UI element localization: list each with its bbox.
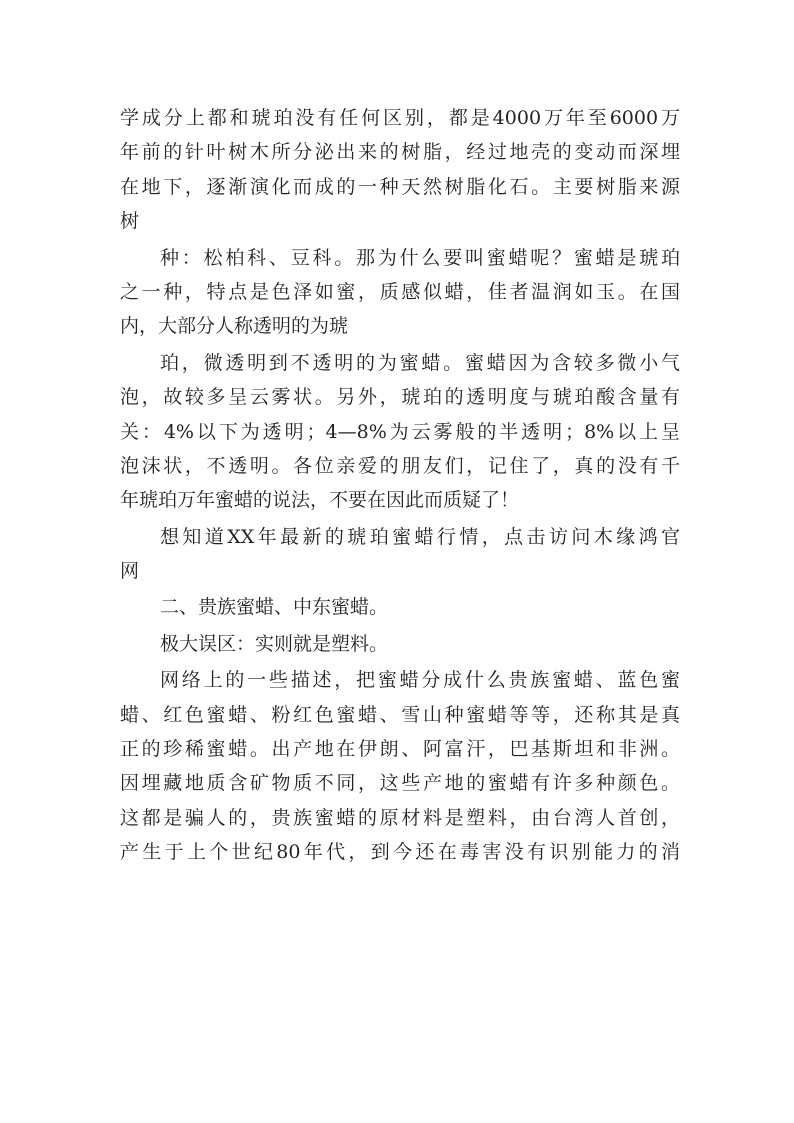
text-line-22: 产生于上个世纪80年代，到今还在毒害没有识别能力的消 — [120, 841, 680, 864]
text-line-6: 之一种，特点是色泽如蜜，质感似蜡，佳者温润如玉。在国 — [120, 280, 680, 303]
text-line-14: 网 — [120, 560, 140, 583]
body-text — [120, 101, 680, 870]
text-line-3: 在地下，逐渐演化而成的一种天然树脂化石。主要树脂来源 — [120, 175, 680, 198]
text-line-17: 网络上的一些描述，把蜜蜡分成什么贵族蜜蜡、蓝色蜜 — [160, 669, 680, 692]
text-line-1: 学成分上都和琥珀没有任何区别，都是4000万年至6000万 — [120, 107, 680, 129]
text-line-20: 因埋藏地质含矿物质不同，这些产地的蜜蜡有许多种颜色。 — [120, 772, 680, 795]
text-line-21: 这都是骗人的，贵族蜜蜡的原材料是塑料，由台湾人首创， — [120, 806, 680, 829]
text-line-19: 正的珍稀蜜蜡。出产地在伊朗、阿富汗，巴基斯坦和非洲。 — [120, 738, 680, 761]
text-line-5: 种：松柏科、豆科。那为什么要叫蜜蜡呢？蜜蜡是琥珀 — [160, 246, 680, 269]
text-line-7: 内，大部分人称透明的为琥 — [120, 315, 349, 338]
text-line-13: 想知道XX年最新的琥珀蜜蜡行情，点击访问木缘鸿官 — [160, 525, 680, 548]
text-line-10: 关：4%以下为透明；4—8%为云雾般的半透明；8%以上呈 — [120, 420, 680, 443]
text-line-9: 泡，故较多呈云雾状。另外，琥珀的透明度与琥珀酸含量有 — [120, 386, 680, 409]
text-line-12: 年琥珀万年蜜蜡的说法，不要在因此而质疑了！ — [120, 489, 520, 512]
text-line-2: 年前的针叶树木所分泌出来的树脂，经过地壳的变动而深埋 — [120, 141, 680, 164]
section-heading: 二、贵族蜜蜡、中东蜜蜡。 — [160, 596, 389, 619]
text-line-4: 树 — [120, 210, 140, 233]
text-line-11: 泡沫状，不透明。各位亲爱的朋友们，记住了，真的没有千 — [120, 454, 680, 477]
text-line-8: 珀，微透明到不透明的为蜜蜡。蜜蜡因为含较多微小气 — [160, 351, 680, 374]
text-line-16: 极大误区：实则就是塑料。 — [160, 632, 389, 655]
text-line-18: 蜡、红色蜜蜡、粉红色蜜蜡、雪山种蜜蜡等等，还称其是真 — [120, 703, 680, 726]
